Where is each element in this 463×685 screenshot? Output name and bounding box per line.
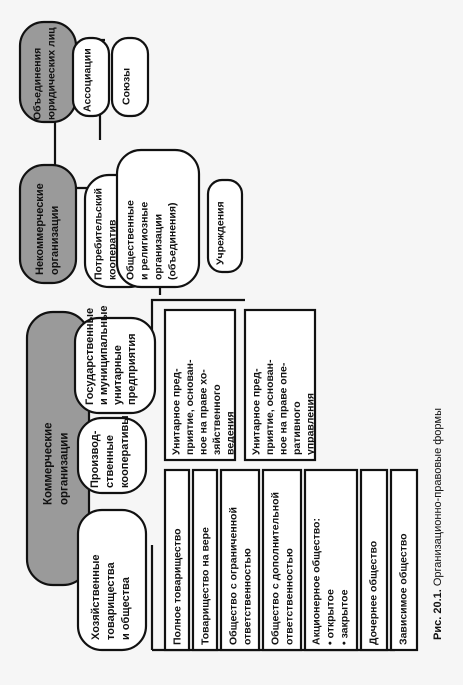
label-line: Полное товарищество bbox=[171, 528, 184, 645]
label-assotsiatsii bbox=[82, 48, 94, 112]
label-line: юридических лиц bbox=[45, 27, 58, 120]
label-line: (объединения) bbox=[166, 202, 179, 280]
label-line: Общественные bbox=[124, 200, 137, 280]
label-line: • закрытое bbox=[338, 589, 351, 645]
label-line: ответственностью bbox=[241, 548, 254, 645]
label-line: унитарные bbox=[112, 345, 124, 405]
label-line: организации bbox=[49, 205, 61, 275]
label-line: кооперативы bbox=[119, 415, 131, 488]
label-line: и религиозные bbox=[138, 201, 151, 280]
label-line: Коммерческие bbox=[42, 422, 55, 505]
label-line: и муниципальные bbox=[98, 305, 110, 405]
label-line: приятие, основан- bbox=[184, 359, 196, 455]
label-line: ративного bbox=[291, 401, 303, 455]
label-line: Общество с дополнительной bbox=[269, 492, 282, 645]
label-dochernee bbox=[368, 541, 380, 645]
label-line: Союзы bbox=[120, 67, 133, 105]
label-line: Общество с ограниченной bbox=[227, 507, 240, 645]
label-line: ответственностью bbox=[283, 548, 296, 645]
label-line: Учреждения bbox=[214, 201, 227, 265]
label-line: Потребительский bbox=[92, 187, 105, 280]
label-line: Государственные bbox=[84, 307, 96, 405]
label-line: предприятия bbox=[126, 333, 138, 405]
label-line: Акционерное общество: bbox=[310, 518, 323, 645]
label-line: Дочернее общество bbox=[367, 540, 380, 645]
label-line: Некоммерческие bbox=[34, 183, 46, 275]
label-line: Унитарное пред- bbox=[250, 368, 263, 455]
label-zavisimoe bbox=[398, 533, 410, 645]
label-line: организации bbox=[58, 432, 71, 505]
label-vera bbox=[200, 527, 212, 645]
label-line: • открытое bbox=[324, 589, 337, 645]
label-line: организации bbox=[152, 213, 165, 280]
label-line: товарищества bbox=[105, 562, 117, 640]
caption-label: Рис. 20.1. bbox=[432, 586, 444, 640]
label-line: Ассоциации bbox=[81, 48, 94, 112]
figure-caption bbox=[432, 408, 444, 640]
label-line: Зависимое общество bbox=[397, 533, 410, 645]
label-line: ное на праве опе- bbox=[277, 362, 290, 455]
label-line: ное на праве хо- bbox=[197, 369, 210, 455]
label-polnoe bbox=[172, 528, 184, 645]
label-uchrezhdeniya bbox=[215, 201, 227, 265]
label-line: кооператив bbox=[106, 219, 119, 280]
label-line: Объединения bbox=[31, 47, 44, 120]
label-line: Хозяйственные bbox=[90, 554, 102, 640]
label-line: ведения bbox=[224, 411, 237, 455]
label-line: ственные bbox=[104, 434, 116, 488]
caption-text: Организационно-правовые формы bbox=[432, 407, 444, 587]
box-nekommercheskie bbox=[20, 165, 76, 283]
label-line: приятие, основан- bbox=[264, 359, 276, 455]
label-soyuzy bbox=[121, 68, 133, 105]
label-line: Производ- bbox=[89, 430, 101, 488]
label-line: зяйственного bbox=[211, 384, 223, 455]
label-line: Унитарное пред- bbox=[170, 368, 183, 455]
label-line: Товарищество на вере bbox=[199, 527, 212, 645]
label-line: управления bbox=[304, 392, 317, 455]
label-line: и общества bbox=[120, 577, 132, 640]
